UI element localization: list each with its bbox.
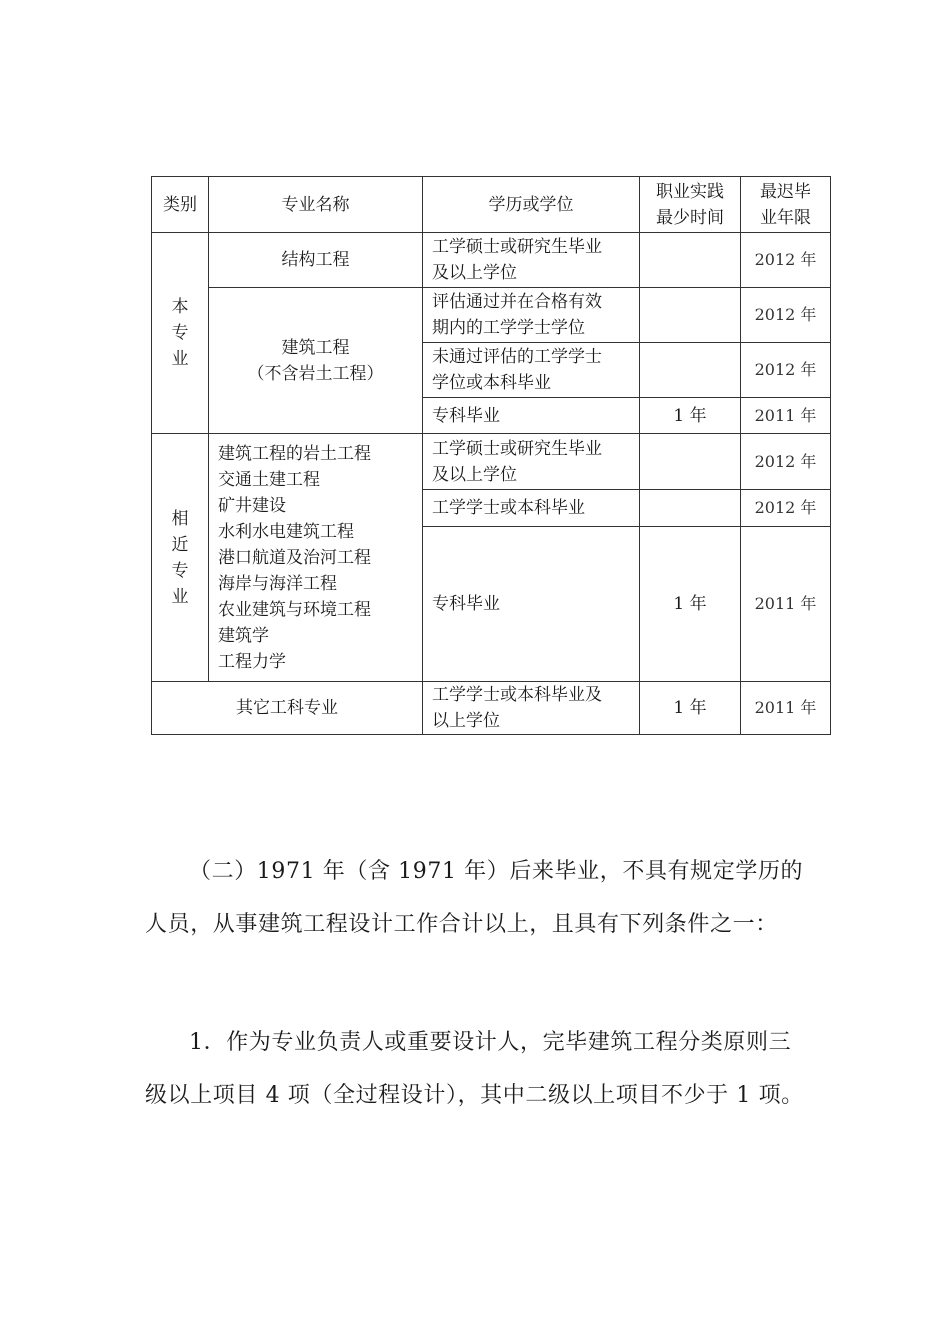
header-row (152, 177, 831, 233)
group-char: 专 (171, 323, 189, 343)
list-item: 工程力学 (218, 651, 286, 672)
table-row (152, 682, 831, 735)
group-char: 相 (171, 508, 189, 529)
degree-cell: 工学学士或本科毕业 (423, 490, 640, 527)
practice-cell: 1 年 (640, 682, 741, 735)
year-cell: 2011 年 (741, 398, 831, 434)
degree-line: 及以上学位 (432, 464, 517, 485)
practice-cell-empty (640, 288, 741, 343)
major-building (209, 288, 423, 434)
degree-cell (423, 434, 640, 490)
header-category: 类别 (152, 177, 209, 233)
group-this-major (152, 233, 209, 434)
year-cell: 2012 年 (741, 233, 831, 288)
header-major: 专业名称 (209, 177, 423, 233)
table-row (152, 233, 831, 288)
practice-cell-empty (640, 343, 741, 398)
degree-cell (423, 682, 640, 735)
header-deadline (741, 177, 831, 233)
degree-cell: 专科毕业 (423, 398, 640, 434)
qualification-table (151, 176, 831, 735)
year-cell: 2011 年 (741, 527, 831, 682)
header-practice-line2: 最少时间 (656, 207, 724, 228)
major-line: （不含岩土工程） (247, 363, 384, 384)
degree-line: 及以上学位 (432, 263, 517, 283)
degree-line: 以上学位 (432, 711, 500, 731)
practice-cell: 1 年 (640, 398, 741, 434)
degree-line: 期内的工学学士学位 (432, 318, 585, 338)
list-item: 农业建筑与环境工程 (218, 599, 371, 620)
major-structural: 结构工程 (209, 233, 423, 288)
degree-line: 评估通过并在合格有效 (432, 292, 602, 312)
paragraph-item-1: 1．作为专业负责人或重要设计人，完毕建筑工程分类原则三级以上项目 4 项（全过程设计），其中二级以上项目不少于 1 项。 (145, 1030, 804, 1108)
header-practice (640, 177, 741, 233)
related-major-list (209, 434, 423, 682)
year-cell: 2011 年 (741, 682, 831, 735)
year-cell: 2012 年 (741, 490, 831, 527)
degree-cell: 专科毕业 (423, 527, 640, 682)
header-deadline-line1: 最迟毕 (760, 181, 811, 202)
group-other: 其它工科专业 (152, 682, 423, 735)
degree-line: 学位或本科毕业 (432, 373, 551, 393)
list-item: 港口航道及治河工程 (218, 547, 371, 568)
major-line: 建筑工程 (281, 337, 350, 358)
practice-cell: 1 年 (640, 527, 741, 682)
header-practice-line1: 职业实践 (656, 181, 724, 202)
degree-line: 工学硕士或研究生毕业 (432, 237, 602, 257)
group-char: 本 (171, 297, 189, 317)
group-char: 近 (171, 534, 189, 555)
header-deadline-line2: 业年限 (760, 207, 811, 228)
list-item: 矿井建设 (218, 495, 286, 516)
group-char: 业 (171, 349, 189, 369)
degree-line: 工学硕士或研究生毕业 (432, 438, 602, 459)
list-item: 水利水电建筑工程 (218, 521, 354, 542)
list-item: 建筑学 (218, 625, 269, 646)
table-row (152, 288, 831, 343)
group-related-major (152, 434, 209, 682)
group-char: 专 (171, 560, 189, 581)
header-degree: 学历或学位 (423, 177, 640, 233)
practice-cell-empty (640, 434, 741, 490)
group-char: 业 (171, 586, 189, 607)
table-row (152, 434, 831, 490)
paragraph-condition-2: （二）1971 年（含 1971 年）后来毕业，不具有规定学历的人员，从事建筑工程设计工作合计以上，且具有下列条件之一： (145, 859, 804, 937)
degree-cell (423, 233, 640, 288)
list-item: 海岸与海洋工程 (218, 573, 337, 594)
year-cell: 2012 年 (741, 434, 831, 490)
list-item: 建筑工程的岩土工程 (218, 443, 371, 464)
year-cell: 2012 年 (741, 343, 831, 398)
degree-cell (423, 343, 640, 398)
year-cell: 2012 年 (741, 288, 831, 343)
degree-line: 工学学士或本科毕业及 (432, 685, 602, 705)
list-item: 交通土建工程 (218, 469, 320, 490)
practice-cell-empty (640, 490, 741, 527)
degree-cell (423, 288, 640, 343)
practice-cell-empty (640, 233, 741, 288)
degree-line: 未通过评估的工学学士 (432, 347, 602, 367)
